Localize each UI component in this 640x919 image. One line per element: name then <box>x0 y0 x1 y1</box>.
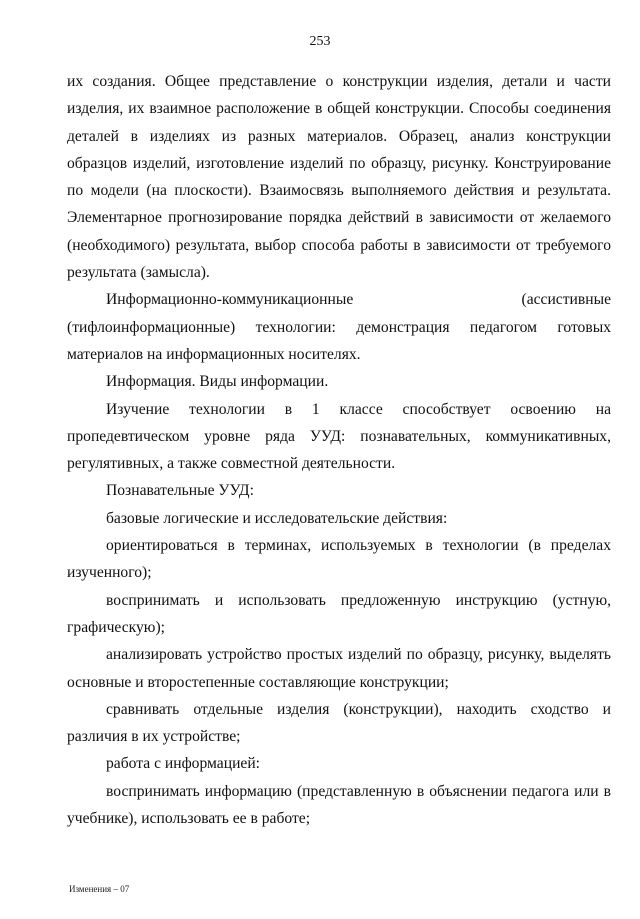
paragraph-continuation: их создания. Общее представление о конструкции изделия, детали и части изделия, их взаимное расположение в общей конструкции. Способы соединения деталей в изделиях из разных материалов. Образец, анализ конструкции образцов изделий, изготовление изделий по образцу, рисунку. Конструирование по модели (на плоскости). Взаимосвязь выполняемого действия и результата. Элементарное прогнозирование порядка действий в зависимости от желаемого (необходимого) результата, выбор способа работы в зависимости от требуемого результата (замысла). <box>67 73 611 282</box>
paragraph-analyze-structure: анализировать устройство простых изделий по образцу, рисунку, выделять основные и второстепенные составляющие конструкции; <box>67 646 611 691</box>
paragraph-uud-intro: Изучение технологии в 1 классе способствует освоению на пропедевтическом уровне ряда УУД: познавательных, коммуникативных, регулятивных, а также совместной деятельности. <box>67 400 611 473</box>
page-body <box>67 68 611 832</box>
paragraph-orient-terms: ориентироваться в терминах, используемых в технологии (в пределах изученного); <box>67 537 611 582</box>
paragraph-compare-items: сравнивать отдельные изделия (конструкции), находить сходство и различия в их устройстве; <box>67 700 611 746</box>
paragraph-basic-logical-actions: базовые логические и исследовательские действия: <box>106 509 448 527</box>
paragraph-working-with-info: работа с информацией: <box>106 755 261 773</box>
paragraph-cognitive-uud: Познавательные УУД: <box>106 482 254 500</box>
paragraph-perceive-instruction: воспринимать и использовать предложенную инструкцию (устную, графическую); <box>67 591 611 636</box>
page-number: 253 <box>309 34 331 49</box>
paragraph-perceive-information: воспринимать информацию (представленную в объяснении педагога или в учебнике), использовать ее в работе; <box>67 782 611 828</box>
footer-revision-note: Изменения – 07 <box>69 884 130 894</box>
paragraph-information-types: Информация. Виды информации. <box>106 373 329 391</box>
paragraph-ict-technologies: Информационно-коммуникационные (ассистивные (тифлоинформационные) технологии: демонстрация педагогом готовых материалов на информационных носителях. <box>67 291 611 363</box>
